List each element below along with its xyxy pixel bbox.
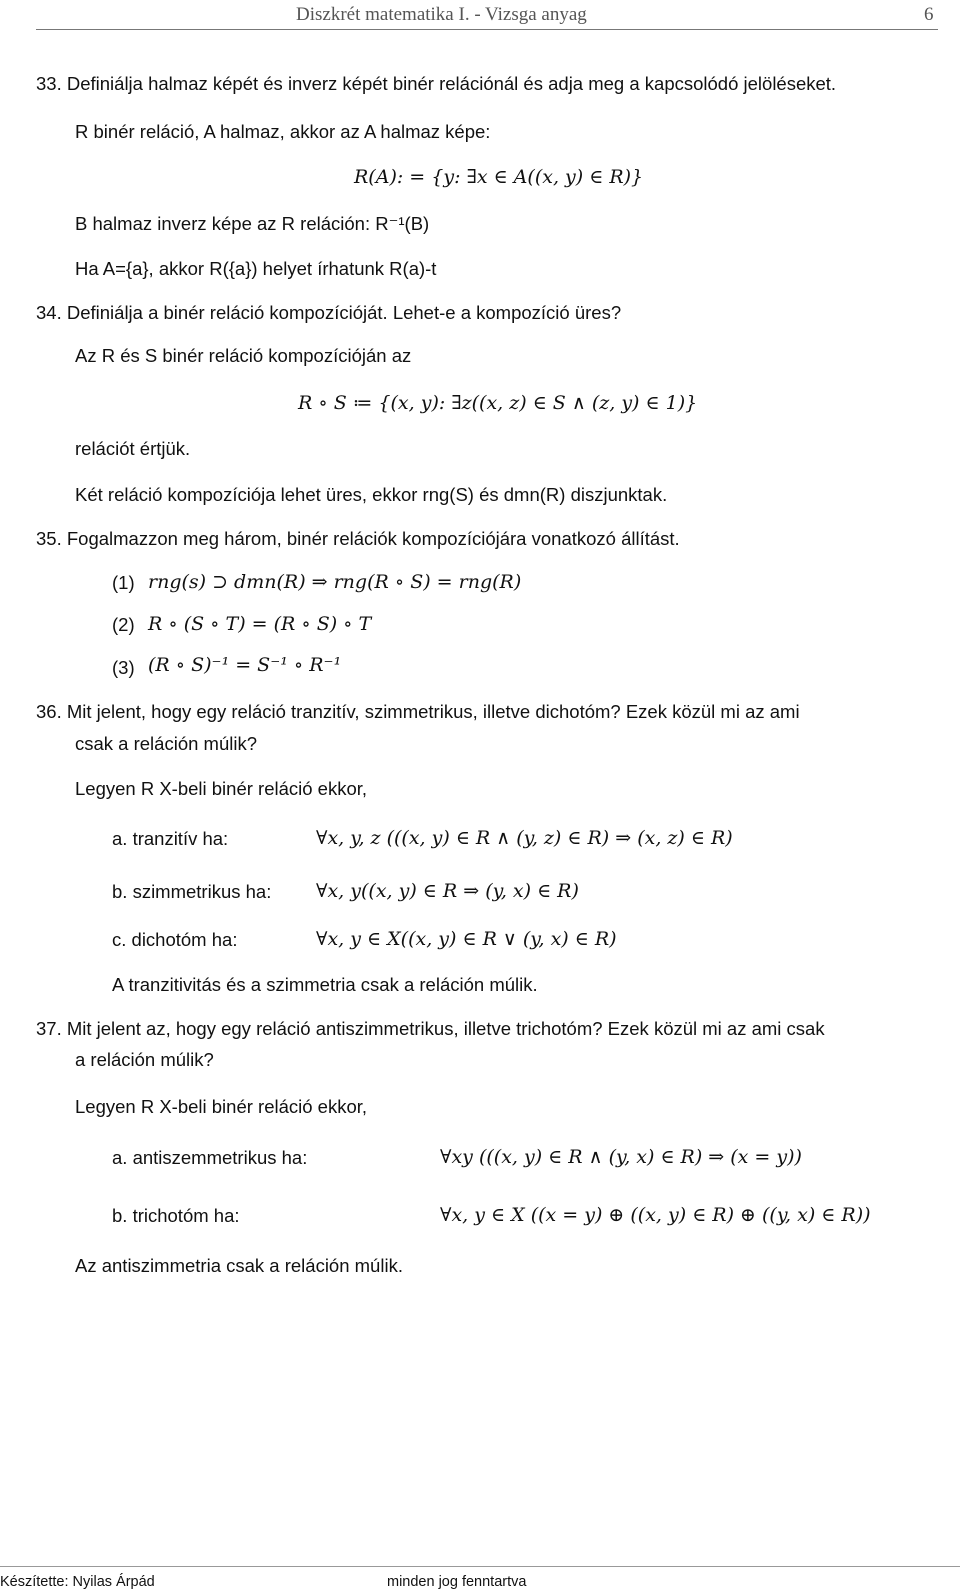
q35-item-number: (2) (112, 614, 135, 635)
q33-intro: R binér reláció, A halmaz, akkor az A halmaz képe: (75, 121, 491, 142)
page-number: 6 (924, 4, 934, 25)
q37-item-label: b. trichotóm ha: (112, 1205, 240, 1226)
q34-empty-note: Két reláció kompozíciója lehet üres, ekkor rng(S) és dmn(R) diszjunktak. (75, 484, 668, 505)
q33-image-formula: R(A): = {y: ∃x ∈ A((x, y) ∈ R)} (354, 166, 644, 188)
q34-tail: relációt értjük. (75, 438, 191, 459)
header-divider (36, 29, 938, 30)
q36-item-label: c. dichotóm ha: (112, 929, 238, 950)
q35-item-formula: (R ∘ S)⁻¹ = S⁻¹ ∘ R⁻¹ (148, 654, 342, 676)
q34-composition-formula: R ∘ S ≔ {(x, y): ∃z((x, z) ∈ S ∧ (z, y) ∈ 1)} (298, 392, 698, 414)
question-37-cont: a reláción múlik? (75, 1049, 214, 1070)
footer-rights: minden jog fenntartva (387, 1574, 527, 1590)
q33-note: Ha A={a}, akkor R({a}) helyet írhatunk R(a)-t (75, 258, 437, 279)
question-35: 35. Fogalmazzon meg három, binér relációk kompozíciójára vonatkozó állítást. (36, 528, 680, 549)
question-34: 34. Definiálja a binér reláció kompozícióját. Lehet-e a kompozíció üres? (36, 302, 622, 323)
q37-antisymmetric-formula: ∀xy (((x, y) ∈ R ∧ (y, x) ∈ R) ⇒ (x = y)) (440, 1146, 802, 1168)
question-36: 36. Mit jelent, hogy egy reláció tranzitív, szimmetrikus, illetve dichotóm? Ezek közül mi az ami (36, 701, 800, 722)
q36-transitive-formula: ∀x, y, z (((x, y) ∈ R ∧ (y, z) ∈ R) ⇒ (x, z) ∈ R) (316, 827, 733, 849)
question-36-cont: csak a reláción múlik? (75, 733, 257, 754)
question-33: 33. Definiálja halmaz képét és inverz képét binér relációnál és adja meg a kapcsolódó jelöléseket. (36, 73, 837, 94)
q36-item-label: a. tranzitív ha: (112, 828, 229, 849)
q35-item-formula: R ∘ (S ∘ T) = (R ∘ S) ∘ T (148, 613, 372, 635)
document-title: Diszkrét matematika I. - Vizsga anyag (296, 4, 587, 25)
question-37: 37. Mit jelent az, hogy egy reláció antiszimmetrikus, illetve trichotóm? Ezek közül mi az ami csak (36, 1018, 825, 1039)
q36-conclusion: A tranzitivitás és a szimmetria csak a reláción múlik. (112, 974, 538, 995)
q37-conclusion: Az antiszimmetria csak a reláción múlik. (75, 1255, 403, 1276)
q35-item-formula: rng(s) ⊃ dmn(R) ⇒ rng(R ∘ S) = rng(R) (148, 571, 522, 593)
q35-item-number: (1) (112, 572, 135, 593)
q36-dichotomous-formula: ∀x, y ∈ X((x, y) ∈ R ∨ (y, x) ∈ R) (316, 928, 617, 950)
footer-author: Készítette: Nyilas Árpád (0, 1574, 155, 1590)
q35-item-number: (3) (112, 657, 135, 678)
q36-item-label: b. szimmetrikus ha: (112, 881, 272, 902)
footer-divider (0, 1566, 960, 1567)
q36-intro: Legyen R X-beli binér reláció ekkor, (75, 778, 368, 799)
page-header (0, 0, 960, 28)
q37-trichotomous-formula: ∀x, y ∈ X ((x = y) ⊕ ((x, y) ∈ R) ⊕ ((y, x) ∈ R)) (440, 1204, 871, 1226)
q37-intro: Legyen R X-beli binér reláció ekkor, (75, 1096, 368, 1117)
q36-symmetric-formula: ∀x, y((x, y) ∈ R ⇒ (y, x) ∈ R) (316, 880, 579, 902)
q37-item-label: a. antiszemmetrikus ha: (112, 1147, 308, 1168)
q34-intro: Az R és S binér reláció kompozícióján az (75, 345, 412, 366)
q33-inverse-image: B halmaz inverz képe az R reláción: R⁻¹(B) (75, 213, 430, 234)
